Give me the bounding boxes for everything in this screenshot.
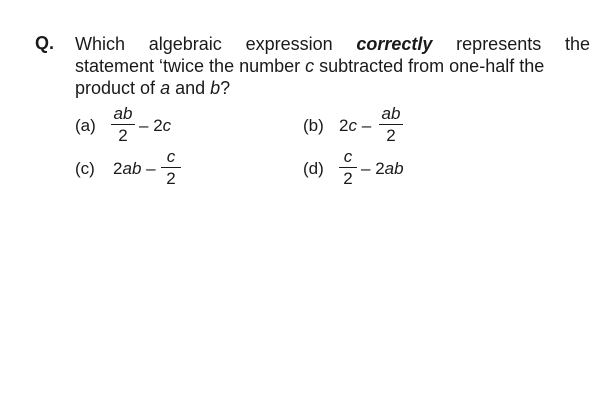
option-c-lead: 2ab – — [113, 159, 156, 178]
fraction-numerator: c — [166, 147, 176, 166]
option-b[interactable] — [303, 104, 503, 148]
question-line-2 — [75, 55, 590, 77]
option-c-fraction — [161, 147, 181, 188]
emphasized-word: correctly — [356, 34, 433, 54]
question-text-part: represents the — [432, 34, 590, 54]
variable-b: b — [210, 78, 221, 98]
question-text-part: subtracted from one-half the — [314, 56, 545, 76]
option-d-fraction — [339, 147, 357, 188]
question-text-part: and — [170, 78, 211, 98]
option-d[interactable] — [303, 147, 503, 191]
option-a[interactable] — [75, 104, 275, 148]
variable-c: c — [305, 56, 315, 76]
variable-a: a — [160, 78, 171, 98]
option-c-label: (c) — [75, 159, 95, 178]
option-b-label: (b) — [303, 116, 324, 135]
fraction-bar — [161, 167, 181, 168]
fraction-bar — [111, 124, 135, 125]
question-text-part: Which algebraic expression — [75, 34, 357, 54]
fraction-denominator: 2 — [118, 126, 128, 146]
question-label: Q. — [35, 33, 55, 53]
question-text-part: ? — [220, 78, 231, 98]
question-line-3 — [75, 77, 590, 99]
question-line-1 — [75, 33, 590, 55]
option-d-label: (d) — [303, 159, 324, 178]
fraction-numerator: c — [343, 147, 353, 166]
question-text — [75, 33, 590, 99]
fraction-denominator: 2 — [343, 169, 353, 189]
question-text-part: statement ‘twice the number — [75, 56, 306, 76]
fraction-denominator: 2 — [386, 126, 396, 146]
option-a-label: (a) — [75, 116, 96, 135]
option-c[interactable] — [75, 147, 275, 191]
option-b-fraction — [379, 104, 403, 145]
option-a-tail: – 2c — [139, 116, 172, 135]
fraction-numerator: ab — [381, 104, 401, 123]
fraction-bar — [379, 124, 403, 125]
fraction-numerator: ab — [113, 104, 133, 123]
option-a-fraction — [111, 104, 135, 145]
option-d-tail: – 2ab — [361, 159, 404, 178]
option-b-lead: 2c – — [339, 116, 372, 135]
fraction-denominator: 2 — [166, 169, 176, 189]
fraction-bar — [339, 167, 357, 168]
question-text-part: product of — [75, 78, 161, 98]
